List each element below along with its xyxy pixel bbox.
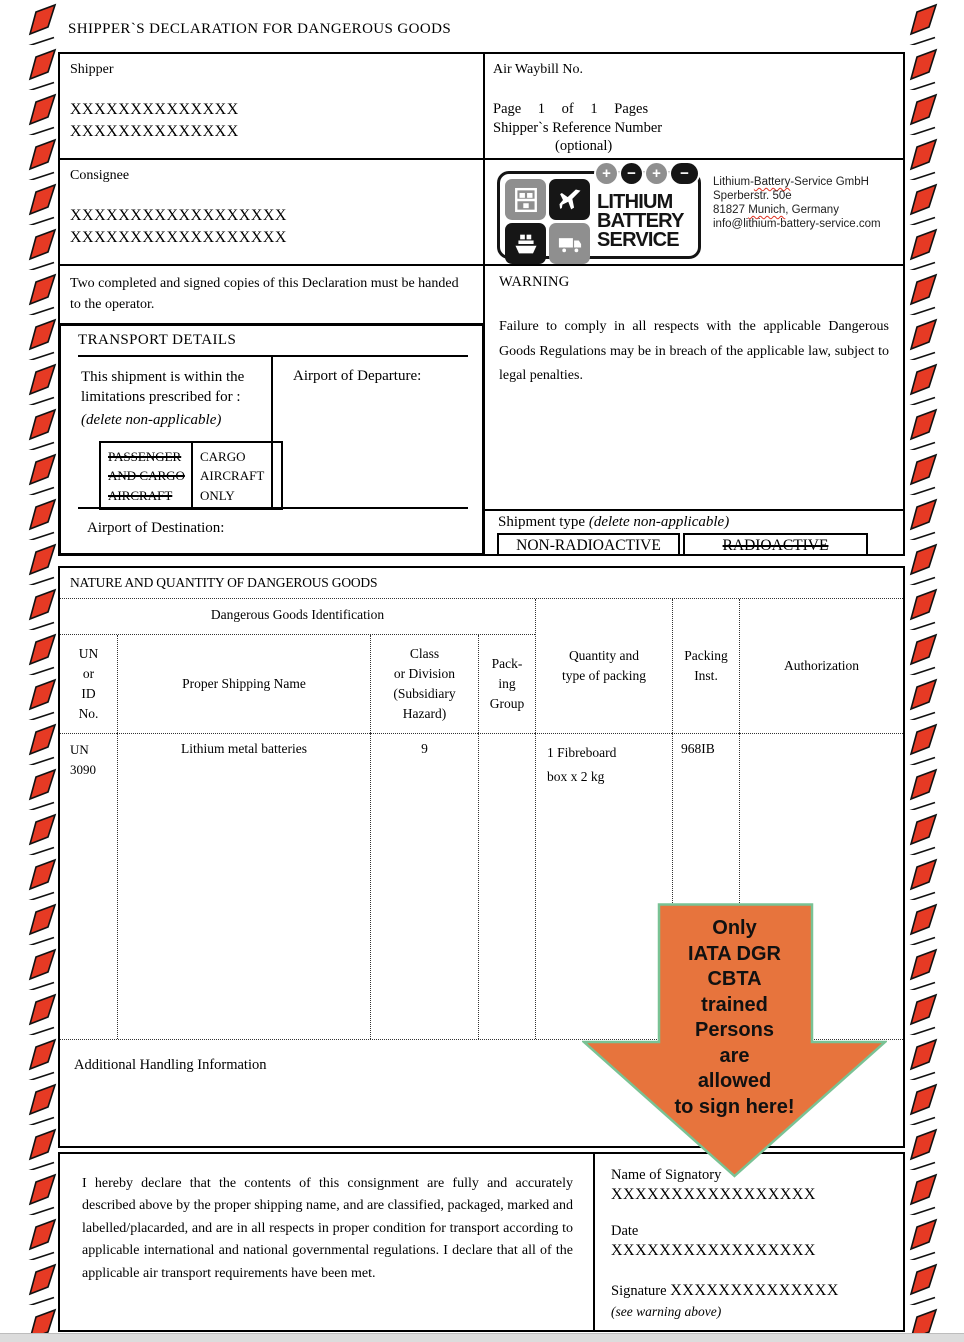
signature-label: Signature (611, 1282, 667, 1299)
cell-class[interactable]: 9 (370, 733, 478, 1039)
cell-proper-shipping-name[interactable]: Lithium metal batteries (117, 733, 370, 1039)
plus-terminal-icon: + (646, 163, 667, 184)
middle-zone (58, 264, 905, 556)
cargo-only-option[interactable]: CARGO AIRCRAFT ONLY (200, 448, 265, 503)
brand-line: SERVICE (597, 229, 679, 251)
consignee-value[interactable] (70, 205, 483, 250)
shipper-value-line1[interactable]: XXXXXXXXXXXXXX (70, 101, 239, 118)
hazard-stripe-left (28, 0, 58, 1336)
col-header-packing-inst: Packing Inst. (672, 599, 739, 733)
shipper-value[interactable] (70, 99, 483, 144)
name-of-signatory-label: Name of Signatory (611, 1167, 722, 1183)
reference-optional-label: (optional) (555, 138, 613, 154)
company-email: info@lithium-battery-service.com (713, 218, 881, 230)
non-radioactive-option[interactable]: NON-RADIOACTIVE (497, 533, 680, 556)
shipper-label: Shipper (70, 62, 114, 77)
signatory-box (595, 1154, 903, 1330)
transport-details-box (58, 323, 485, 556)
col-header-class-division: Class or Division (Subsidiary Hazard) (370, 635, 478, 733)
plus-terminal-icon: + (596, 163, 617, 184)
radioactive-option[interactable]: RADIOACTIVE (683, 533, 868, 556)
awb-label: Air Waybill No. (493, 62, 583, 77)
dgi-header: Dangerous Goods Identification (60, 599, 535, 635)
additional-handling-info[interactable]: Additional Handling Information (60, 1039, 903, 1146)
consignee-box (58, 158, 485, 266)
transport-details-heading: TRANSPORT DETAILS (78, 332, 468, 357)
cell-un-number[interactable]: UN 3090 (60, 733, 117, 1039)
row-shipper-awb (58, 52, 905, 160)
col-header-authorization: Authorization (739, 599, 903, 733)
airport-of-destination-field[interactable]: Airport of Destination: (87, 520, 225, 536)
brand-wordmark (597, 179, 684, 251)
sign-here-arrow (582, 903, 887, 1179)
company-address (713, 171, 881, 264)
signature-value[interactable]: XXXXXXXXXXXXXX (670, 1281, 839, 1299)
warehouse-rack-icon (505, 179, 546, 220)
page-count: Page 1 of 1 Pages (493, 101, 649, 117)
minus-terminal-icon: − (621, 163, 642, 184)
limitations-cell (61, 357, 273, 507)
shipper-value-line2[interactable]: XXXXXXXXXXXXXX (70, 123, 239, 141)
aircraft-limitation-box (99, 441, 283, 511)
hazard-stripe-right (909, 0, 939, 1336)
passenger-cargo-option[interactable]: PASSENGER AND CARGO AIRCRAFT (101, 443, 193, 509)
limitation-text: limitations prescribed for : (81, 389, 241, 406)
page-title: SHIPPER`S DECLARATION FOR DANGEROUS GOODS (68, 21, 452, 37)
company-name: Lithium-Battery-Service GmbH (713, 176, 869, 188)
company-city: 81827 Munich, Germany (713, 204, 839, 216)
shipper-box (58, 52, 485, 160)
col-header-packing-group: Pack- ing Group (478, 635, 535, 733)
cell-packing-group[interactable] (478, 733, 535, 1039)
limitation-text: This shipment is within the (81, 369, 245, 385)
consignee-value-line1[interactable]: XXXXXXXXXXXXXXXXXX (70, 207, 287, 224)
col-header-proper-shipping-name: Proper Shipping Name (117, 635, 370, 733)
warning-body: Failure to comply in all respects with the applicable Dangerous Goods Regulations may be in breach of the applicable law, subject to legal penalties. (499, 319, 889, 383)
lithium-battery-service-logo (497, 165, 701, 259)
date-label: Date (611, 1223, 639, 1240)
ship-icon (505, 223, 546, 264)
brand-line: BATTERY (597, 210, 684, 232)
shipment-type-box (483, 509, 905, 556)
airport-of-departure-field[interactable]: Airport of Departure: (293, 368, 422, 384)
company-street: Sperberstr. 50e (713, 190, 792, 202)
cell-packing-inst[interactable]: 968IB (672, 733, 739, 1039)
minus-terminal-icon: − (671, 163, 698, 184)
name-of-signatory-value[interactable]: XXXXXXXXXXXXXXXXX (611, 1186, 816, 1203)
brand-line: LITHIUM (597, 191, 673, 213)
cell-quantity[interactable]: 1 Fibreboard box x 2 kg (535, 733, 672, 1039)
declaration-statement: I hereby declare that the contents of this consignment are fully and accurately described above by the proper shipping name, and are classified, packaged, marked and labelled/placarded, and are in all respects in proper condition for transport according to applicable international and national governmental regulations. I declare that all of the applicable air transport requirements have been met. (60, 1154, 595, 1330)
date-value[interactable]: XXXXXXXXXXXXXXXXX (611, 1242, 816, 1260)
see-warning-note: (see warning above) (611, 1304, 722, 1320)
shippers-reference-label: Shipper`s Reference Number (493, 120, 663, 136)
consignee-label: Consignee (70, 168, 130, 183)
air-waybill-box (483, 52, 905, 160)
declaration-section (58, 1152, 905, 1332)
truck-icon (549, 223, 590, 264)
battery-terminals-icon (596, 163, 698, 184)
row-consignee-logo (58, 158, 905, 266)
copies-note-box: Two completed and signed copies of this Declaration must be handed to the operator. (58, 264, 485, 325)
consignee-value-line2[interactable]: XXXXXXXXXXXXXXXXXX (70, 229, 287, 247)
warning-label: WARNING (499, 274, 570, 290)
window-bottom-edge (0, 1333, 964, 1342)
nature-quantity-title: NATURE AND QUANTITY OF DANGEROUS GOODS (60, 568, 903, 599)
transport-mode-tiles (505, 179, 590, 251)
col-header-quantity: Quantity and type of packing (535, 599, 672, 733)
airplane-icon (549, 179, 590, 220)
warning-box (483, 264, 905, 511)
shipment-type-label: Shipment type (delete non-applicable) (498, 514, 730, 530)
col-header-un-id: UN or ID No. (78, 645, 99, 722)
sign-arrow-text: Only IATA DGR CBTA trained Persons are allowed to sign here! (674, 917, 795, 1118)
delete-non-applicable-note: (delete non-applicable) (81, 411, 222, 428)
company-logo-box (483, 158, 905, 266)
